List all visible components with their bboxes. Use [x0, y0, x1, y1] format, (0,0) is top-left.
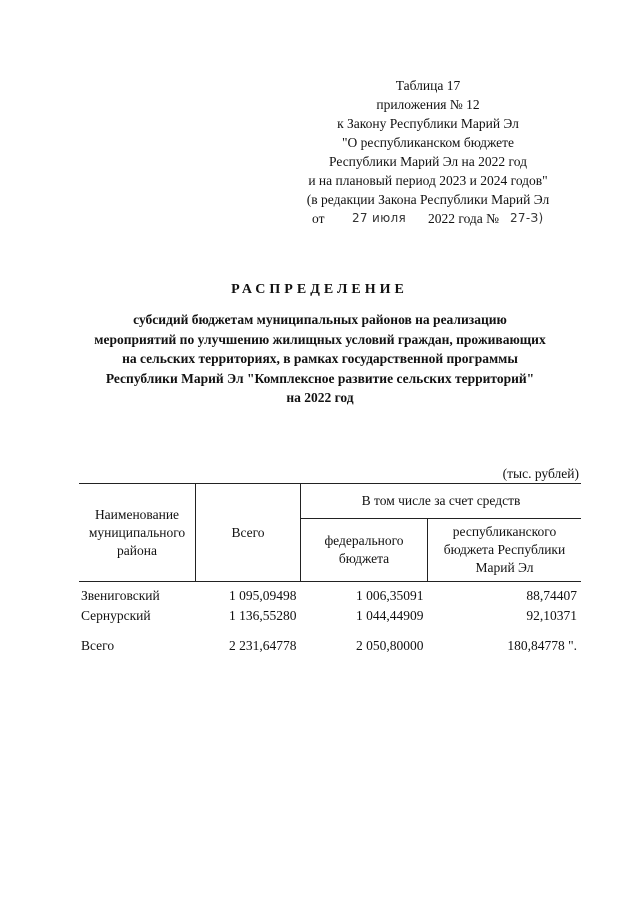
column-header-total: Всего: [196, 484, 301, 582]
document-header: [280, 76, 576, 228]
cell-republic: 180,84778 ".: [507, 638, 577, 653]
cell-republic: 92,10371: [526, 608, 577, 623]
distribution-table-wrap: [79, 483, 581, 656]
document-subtitle: [70, 310, 570, 408]
distribution-table: [79, 483, 581, 656]
subtitle-line: на 2022 год: [286, 390, 354, 405]
date-from: от: [312, 211, 325, 226]
subtitle-line: на сельских территориях, в рамках государственной программы: [122, 351, 518, 366]
budget-line-2: Республики Марий Эл на 2022 год: [329, 154, 527, 169]
cell-total: 1 095,09498: [229, 588, 297, 603]
document-title: РАСПРЕДЕЛЕНИЕ: [231, 282, 408, 297]
units-label: (тыс. рублей): [502, 466, 579, 481]
edition-line: (в редакции Закона Республики Марий Эл: [306, 192, 550, 207]
date-line: [280, 209, 576, 228]
cell-republic: 88,74407: [526, 588, 577, 603]
cell-name: Сернурский: [81, 608, 151, 623]
law-reference: к Закону Республики Марий Эл: [337, 116, 519, 131]
table-label: Таблица 17: [395, 78, 461, 93]
table-total-row: [79, 626, 581, 656]
annex-label: приложения № 12: [376, 97, 480, 112]
column-header-federal: федерального бюджета: [301, 519, 428, 582]
date-number: 27-З): [510, 211, 544, 225]
column-header-group: В том числе за счет средств: [301, 484, 582, 519]
table-row: [79, 606, 581, 626]
column-header-republic: республиканского бюджета Республики Марий Эл: [428, 519, 582, 582]
cell-federal: 2 050,80000: [356, 638, 424, 653]
cell-name: Звениговский: [81, 588, 160, 603]
cell-federal: 1 006,35091: [356, 588, 424, 603]
budget-line-1: "О республиканском бюджете: [341, 135, 514, 150]
cell-total: 2 231,64778: [229, 638, 297, 653]
column-header-name: Наименование муниципального района: [79, 484, 196, 582]
date-year-no: 2022 года №: [428, 211, 500, 226]
cell-total: 1 136,55280: [229, 608, 297, 623]
cell-federal: 1 044,44909: [356, 608, 424, 623]
subtitle-line: Республики Марий Эл "Комплексное развитие сельских территорий": [105, 370, 535, 386]
subtitle-line: субсидий бюджетам муниципальных районов на реализацию: [133, 312, 507, 327]
table-row: [79, 582, 581, 607]
budget-line-3: и на плановый период 2023 и 2024 годов": [308, 173, 548, 188]
date-day-month: 27 июля: [352, 211, 406, 225]
subtitle-line: мероприятий по улучшению жилищных условий граждан, проживающих: [94, 331, 546, 347]
cell-name: Всего: [81, 638, 115, 653]
